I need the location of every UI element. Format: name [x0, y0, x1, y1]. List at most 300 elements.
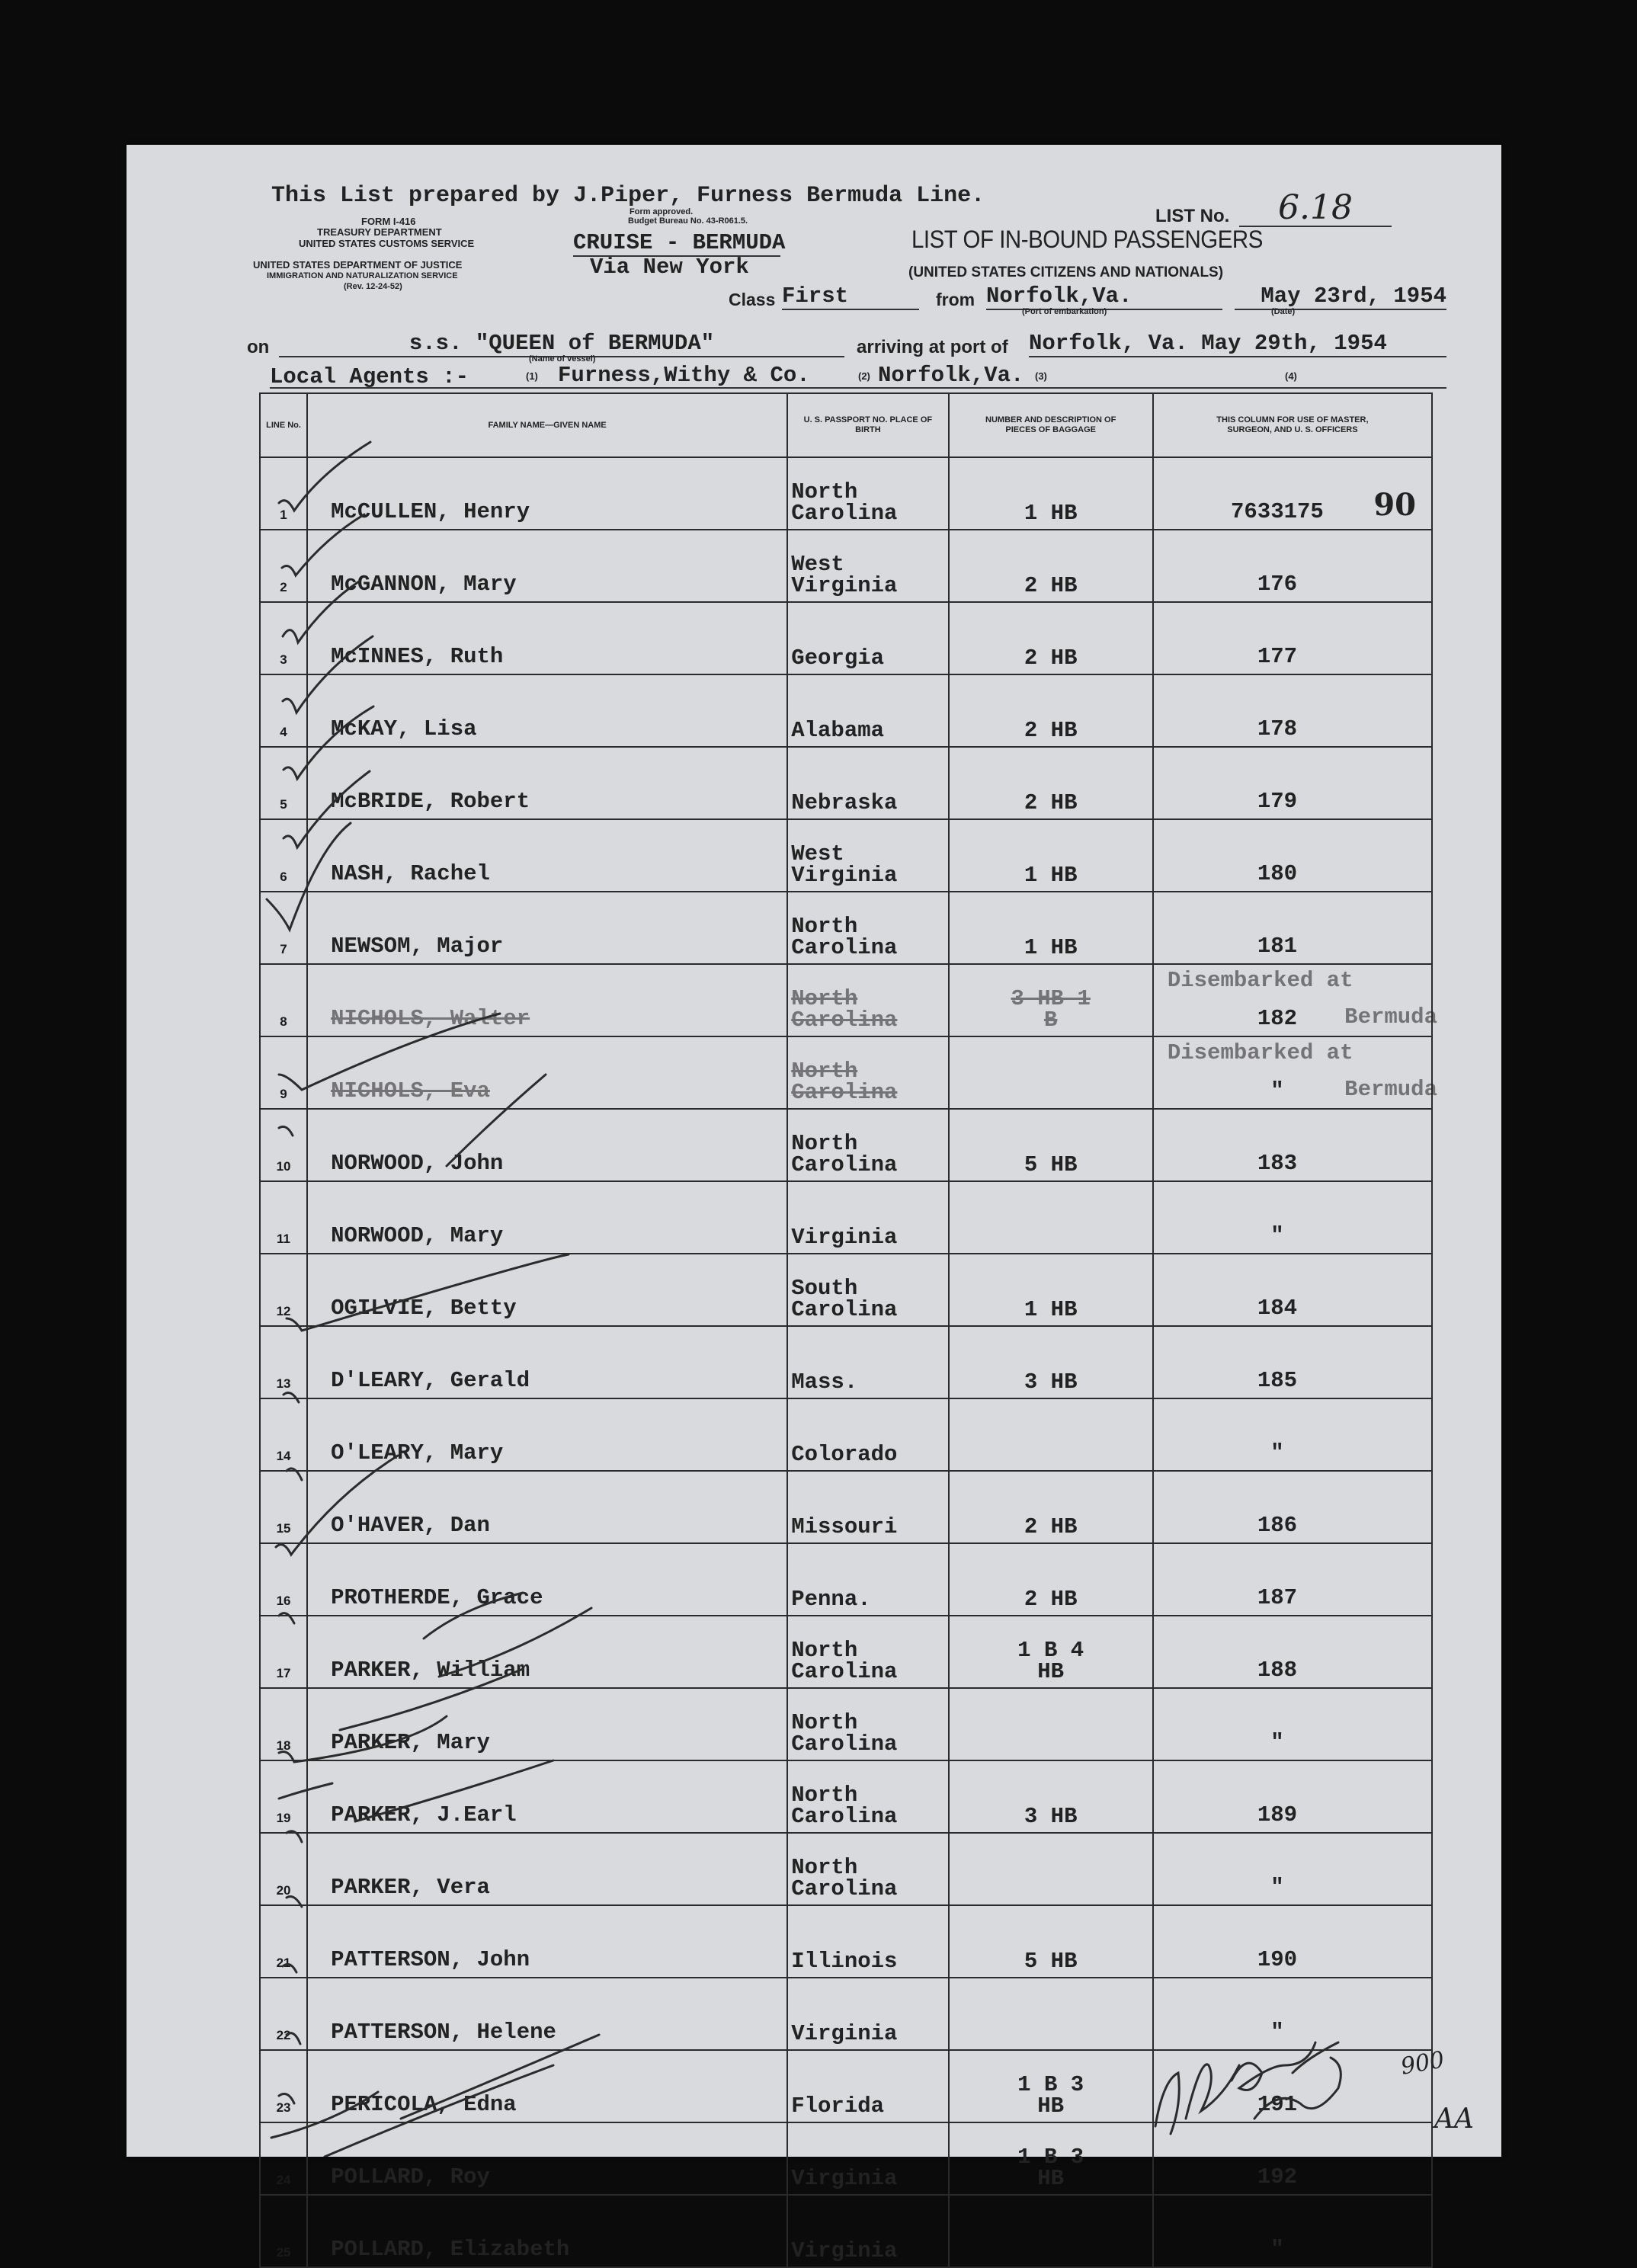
passenger-name-text: O'HAVER, Dan [331, 1513, 490, 1538]
baggage [949, 1616, 1153, 1688]
table-row [260, 1616, 1432, 1688]
officer-column [1153, 964, 1437, 1036]
table-row [260, 1109, 1432, 1181]
line-number-text: 24 [276, 2173, 291, 2187]
table-row [260, 1833, 1432, 1905]
place-of-birth [787, 1760, 948, 1833]
table-row [260, 892, 1432, 964]
table-row [260, 602, 1432, 674]
officer-column [1153, 602, 1432, 674]
place-of-birth-text: North Carolina [791, 1059, 898, 1105]
place-of-birth [787, 1688, 948, 1760]
passenger-name [307, 747, 787, 819]
officer-number: " [1270, 2020, 1284, 2045]
passenger-name [307, 964, 787, 1036]
table-row [260, 747, 1432, 819]
officer-number: 190 [1257, 1947, 1298, 1972]
table-row [260, 1688, 1432, 1760]
line-number [260, 1905, 307, 1978]
place-of-birth-text: South Carolina [791, 1276, 898, 1322]
officer-number: " [1270, 1223, 1284, 1248]
place-of-birth [787, 1254, 948, 1326]
baggage-text: 1 B 3 HB [1017, 2072, 1084, 2119]
baggage-text: 3 HB [1024, 1369, 1078, 1395]
baggage-text: 1 HB [1024, 935, 1078, 960]
place-of-birth-text: Virginia [791, 2021, 898, 2046]
class-label: Class [729, 290, 776, 309]
passenger-name-text: PARKER, Vera [331, 1875, 490, 1900]
officer-number: 179 [1257, 789, 1298, 814]
passenger-name-text: NICHOLS, Eva [331, 1078, 490, 1104]
passenger-name [307, 819, 787, 892]
baggage-text: 2 HB [1024, 790, 1078, 815]
place-of-birth-text: Penna. [791, 1587, 871, 1612]
line-number-text: 8 [280, 1014, 287, 1029]
officer-number: 189 [1257, 1802, 1298, 1828]
place-of-birth [787, 1326, 948, 1398]
officer-number: 185 [1257, 1368, 1298, 1393]
officer-extra: Bermuda [1344, 1004, 1437, 1030]
line-number [260, 1688, 307, 1760]
line-number-text: 23 [276, 2100, 291, 2115]
line-number-text: 1 [280, 508, 287, 522]
baggage [949, 1398, 1153, 1471]
passenger-table [259, 392, 1437, 2268]
baggage [949, 1109, 1153, 1181]
line-number [260, 674, 307, 747]
line-number [260, 1036, 307, 1109]
passenger-name [307, 457, 787, 530]
baggage [949, 819, 1153, 892]
place-of-birth [787, 457, 948, 530]
officer-number: 191 [1257, 2092, 1298, 2117]
passenger-name-text: O'LEARY, Mary [331, 1440, 504, 1466]
place-of-birth-text: Illinois [791, 1949, 898, 1974]
line-number-text: 7 [280, 942, 287, 956]
officer-number: 182 [1257, 1006, 1298, 1031]
passenger-name-text: PATTERSON, John [331, 1947, 530, 1972]
table-row [260, 1254, 1432, 1326]
officer-column [1153, 2122, 1432, 2195]
officer-column [1153, 2050, 1432, 2122]
baggage [949, 1471, 1153, 1543]
officer-number: 187 [1257, 1585, 1298, 1610]
line-number [260, 892, 307, 964]
baggage [949, 1543, 1153, 1616]
passenger-rows [260, 457, 1437, 2267]
place-of-birth-text: Missouri [791, 1514, 898, 1539]
col-passport: U. S. PASSPORT NO. PLACE OF BIRTH [787, 393, 948, 457]
table-row [260, 2122, 1432, 2195]
passenger-name [307, 2050, 787, 2122]
officer-column [1153, 1036, 1437, 1109]
table-row [260, 819, 1432, 892]
col-baggage: NUMBER AND DESCRIPTION OF PIECES OF BAGGAGE [949, 393, 1153, 457]
table-row [260, 1398, 1432, 1471]
col-name: FAMILY NAME—GIVEN NAME [307, 393, 787, 457]
place-of-birth [787, 1616, 948, 1688]
line-number [260, 2050, 307, 2122]
line-number [260, 602, 307, 674]
passenger-name-text: PATTERSON, Helene [331, 2020, 556, 2045]
line-number [260, 1978, 307, 2050]
embarkation-date: May 23rd, 1954 [1235, 284, 1446, 310]
agent-3-number: (3) [1035, 370, 1047, 382]
baggage [949, 892, 1153, 964]
officer-column [1153, 1543, 1432, 1616]
baggage [949, 964, 1153, 1036]
line-number-text: 9 [280, 1087, 287, 1101]
officer-number: 192 [1257, 2164, 1298, 2190]
place-of-birth-text: North Carolina [791, 1131, 898, 1177]
passenger-name-text: NEWSOM, Major [331, 934, 504, 959]
passenger-name-text: NICHOLS, Walter [331, 1006, 530, 1031]
budget-bureau: Budget Bureau No. 43-R061.5. [628, 216, 748, 226]
officer-column [1153, 1978, 1432, 2050]
table-row [260, 1326, 1432, 1398]
place-of-birth [787, 1181, 948, 1254]
handwritten-initials: AA [1434, 2103, 1474, 2135]
line-number-text: 14 [276, 1449, 291, 1463]
passenger-name-text: POLLARD, Elizabeth [331, 2237, 570, 2262]
passenger-name [307, 1905, 787, 1978]
passenger-name [307, 892, 787, 964]
place-of-birth [787, 2050, 948, 2122]
line-number-text: 15 [276, 1521, 291, 1536]
place-of-birth-text: Virginia [791, 2238, 898, 2263]
place-of-birth [787, 1543, 948, 1616]
place-of-birth [787, 674, 948, 747]
agent-2-name: Norfolk,Va. [878, 363, 1024, 388]
prepared-by-line: This List prepared by J.Piper, Furness Bermuda Line. [271, 183, 985, 209]
officer-column [1153, 819, 1432, 892]
baggage [949, 530, 1153, 602]
agent-1-number: (1) [526, 370, 538, 382]
table-row [260, 1543, 1432, 1616]
port-caption: (Port of embarkation) [1022, 307, 1107, 316]
form-approved: Form approved. [629, 207, 694, 216]
baggage-text: 5 HB [1024, 1152, 1078, 1177]
baggage-text: 3 HB 1 B [1011, 986, 1091, 1033]
officer-column [1153, 1326, 1432, 1398]
date-caption: (Date) [1271, 307, 1296, 316]
passenger-name-text: McGANNON, Mary [331, 572, 517, 597]
place-of-birth [787, 530, 948, 602]
officer-number: 7633175 [1231, 499, 1324, 524]
passenger-name [307, 1688, 787, 1760]
manifest-subtitle: (UNITED STATES CITIZENS AND NATIONALS) [908, 264, 1224, 280]
table-row [260, 2050, 1432, 2122]
officer-column [1153, 1398, 1432, 1471]
treasury-department: TREASURY DEPARTMENT [317, 226, 442, 238]
officer-number: 184 [1257, 1296, 1298, 1321]
officer-column [1153, 1616, 1432, 1688]
passenger-name [307, 1109, 787, 1181]
line-number-text: 4 [280, 725, 287, 739]
baggage [949, 1905, 1153, 1978]
baggage-text: 1 B 4 HB [1017, 1638, 1084, 1684]
officer-number: 186 [1257, 1513, 1298, 1538]
line-number-text: 25 [276, 2245, 291, 2260]
officer-number: 180 [1257, 861, 1298, 886]
vessel-caption: (Name of vessel) [529, 354, 596, 364]
vessel-name: s.s. "QUEEN of BERMUDA" [279, 331, 844, 357]
from-label: from [936, 290, 975, 309]
passenger-name [307, 1036, 787, 1109]
agents-rule [270, 387, 1446, 389]
officer-number: " [1270, 1440, 1284, 1466]
baggage [949, 1688, 1153, 1760]
list-number-value: 6.18 [1239, 191, 1392, 227]
officer-column [1153, 1181, 1432, 1254]
place-of-birth [787, 2195, 948, 2267]
line-number [260, 1543, 307, 1616]
officer-number: " [1270, 1730, 1284, 1755]
line-number-text: 13 [276, 1376, 291, 1391]
passenger-name-text: NORWOOD, John [331, 1151, 504, 1176]
passenger-name [307, 1326, 787, 1398]
place-of-birth-text: North Carolina [791, 1710, 898, 1757]
table-row [260, 964, 1432, 1036]
baggage [949, 2195, 1153, 2267]
place-of-birth [787, 747, 948, 819]
passenger-name [307, 674, 787, 747]
baggage [949, 1254, 1153, 1326]
place-of-birth-text: West Virginia [791, 841, 898, 888]
baggage [949, 2050, 1153, 2122]
place-of-birth-text: West Virginia [791, 552, 898, 598]
line-number-text: 19 [276, 1811, 291, 1825]
officer-note: Disembarked at [1167, 968, 1353, 993]
officer-column [1153, 1833, 1432, 1905]
passenger-name-text: McBRIDE, Robert [331, 789, 530, 814]
manifest-title: LIST OF IN-BOUND PASSENGERS [911, 226, 1263, 253]
line-number-text: 16 [276, 1594, 291, 1608]
table-row [260, 1181, 1432, 1254]
handwritten-corner-number: 900 [1398, 2046, 1446, 2081]
baggage-text: 1 HB [1024, 501, 1078, 526]
place-of-birth-text: Virginia [791, 1225, 898, 1250]
line-number-text: 22 [276, 2028, 291, 2042]
line-number [260, 2122, 307, 2195]
baggage [949, 1181, 1153, 1254]
line-number-text: 2 [280, 580, 287, 594]
manifest-page [127, 145, 1501, 2263]
arriving-label: arriving at port of [857, 337, 1008, 357]
officer-number: 183 [1257, 1151, 1298, 1176]
place-of-birth [787, 1109, 948, 1181]
passenger-name-text: PARKER, J.Earl [331, 1802, 517, 1828]
line-number-text: 17 [276, 1666, 291, 1680]
local-agents-label: Local Agents :- [270, 364, 469, 389]
officer-number: 177 [1257, 644, 1298, 669]
col-officers: THIS COLUMN FOR USE OF MASTER, SURGEON, AND U. S. OFFICERS [1153, 393, 1432, 457]
place-of-birth-text: Florida [791, 2093, 885, 2119]
table-row [260, 1978, 1432, 2050]
baggage [949, 1978, 1153, 2050]
passenger-name [307, 1543, 787, 1616]
passenger-name [307, 1398, 787, 1471]
place-of-birth-text: Georgia [791, 645, 885, 671]
place-of-birth [787, 892, 948, 964]
line-number [260, 1109, 307, 1181]
line-number-text: 11 [277, 1232, 291, 1246]
officer-number: 176 [1257, 572, 1298, 597]
line-number [260, 747, 307, 819]
passenger-name [307, 1760, 787, 1833]
agent-1-name: Furness,Withy & Co. [558, 363, 810, 388]
line-number-text: 12 [276, 1304, 291, 1318]
line-number [260, 530, 307, 602]
table-row [260, 457, 1432, 530]
passenger-name [307, 1254, 787, 1326]
class-value: First [782, 284, 919, 310]
place-of-birth [787, 1398, 948, 1471]
table-row [260, 2195, 1432, 2267]
passenger-name [307, 1181, 787, 1254]
line-number-text: 20 [276, 1883, 291, 1898]
passenger-name [307, 530, 787, 602]
passenger-name [307, 1978, 787, 2050]
line-number [260, 1760, 307, 1833]
baggage-text: 2 HB [1024, 1514, 1078, 1539]
line-number [260, 1833, 307, 1905]
baggage-text: 1 B 3 HB [1017, 2145, 1084, 2191]
line-number [260, 1471, 307, 1543]
baggage [949, 2122, 1153, 2195]
officer-column [1153, 1254, 1432, 1326]
passenger-name [307, 602, 787, 674]
baggage [949, 674, 1153, 747]
place-of-birth [787, 1978, 948, 2050]
passenger-name-text: PERICOLA, Edna [331, 2092, 517, 2117]
line-number [260, 2195, 307, 2267]
place-of-birth [787, 602, 948, 674]
passenger-name [307, 2195, 787, 2267]
baggage-text: 5 HB [1024, 1949, 1078, 1974]
line-number [260, 1326, 307, 1398]
officer-column [1153, 1109, 1432, 1181]
immigration-service: IMMIGRATION AND NATURALIZATION SERVICE [267, 271, 458, 280]
baggage [949, 1833, 1153, 1905]
via-route: Via New York [590, 255, 749, 280]
passenger-name-text: D'LEARY, Gerald [331, 1368, 530, 1393]
line-number-text: 5 [280, 797, 287, 812]
baggage-text: 2 HB [1024, 645, 1078, 671]
table-row [260, 1905, 1432, 1978]
officer-extra: 90 [1373, 487, 1416, 523]
passenger-name-text: NORWOOD, Mary [331, 1223, 504, 1248]
officer-column [1153, 457, 1432, 530]
line-number [260, 1181, 307, 1254]
table-row [260, 530, 1432, 602]
place-of-birth-text: Nebraska [791, 790, 898, 815]
passenger-name [307, 2122, 787, 2195]
agent-2-number: (2) [858, 370, 870, 382]
baggage [949, 602, 1153, 674]
line-number-text: 10 [276, 1159, 291, 1174]
place-of-birth-text: Virginia [791, 2166, 898, 2191]
passenger-name-text: OGILVIE, Betty [331, 1296, 517, 1321]
customs-service: UNITED STATES CUSTOMS SERVICE [299, 238, 475, 249]
place-of-birth-text: Colorado [791, 1442, 898, 1467]
list-number-label: LIST No. [1155, 206, 1230, 226]
line-number-text: 21 [276, 1956, 291, 1970]
officer-note: Disembarked at [1167, 1040, 1353, 1065]
passenger-name-text: McCULLEN, Henry [331, 499, 530, 524]
officer-column [1153, 1688, 1432, 1760]
agent-4-number: (4) [1285, 370, 1297, 382]
place-of-birth-text: Mass. [791, 1369, 858, 1395]
passenger-name [307, 1833, 787, 1905]
passenger-name-text: POLLARD, Roy [331, 2164, 490, 2190]
passenger-name [307, 1471, 787, 1543]
place-of-birth-text: North Carolina [791, 1638, 898, 1684]
place-of-birth [787, 2122, 948, 2195]
col-line-no: LINE No. [260, 393, 307, 457]
on-label: on [247, 337, 270, 357]
baggage [949, 1036, 1153, 1109]
port-of-embarkation: Norfolk,Va. [986, 284, 1222, 310]
passenger-name-text: PARKER, William [331, 1658, 530, 1683]
line-number-text: 6 [280, 870, 287, 884]
line-number [260, 819, 307, 892]
line-number-text: 3 [280, 652, 287, 667]
line-number-text: 18 [276, 1738, 291, 1753]
officer-column [1153, 1905, 1432, 1978]
officer-extra: Bermuda [1344, 1077, 1437, 1102]
place-of-birth [787, 819, 948, 892]
form-revision: (Rev. 12-24-52) [344, 282, 402, 291]
line-number [260, 1398, 307, 1471]
baggage-text: 2 HB [1024, 718, 1078, 743]
place-of-birth [787, 1833, 948, 1905]
passenger-name-text: McKAY, Lisa [331, 716, 477, 742]
officer-column [1153, 1760, 1432, 1833]
place-of-birth-text: North Carolina [791, 914, 898, 960]
baggage [949, 1326, 1153, 1398]
place-of-birth [787, 964, 948, 1036]
line-number [260, 964, 307, 1036]
place-of-birth [787, 1036, 948, 1109]
baggage-text: 2 HB [1024, 573, 1078, 598]
officer-number: 188 [1257, 1658, 1298, 1683]
table-row [260, 1760, 1432, 1833]
officer-column [1153, 892, 1432, 964]
place-of-birth-text: North Carolina [791, 1783, 898, 1829]
officer-number: " [1270, 1078, 1284, 1104]
officer-number: 181 [1257, 934, 1298, 959]
baggage-text: 1 HB [1024, 863, 1078, 888]
officer-column [1153, 2195, 1432, 2267]
officer-column [1153, 747, 1432, 819]
table-row [260, 674, 1432, 747]
passenger-name [307, 1616, 787, 1688]
passenger-name-text: NASH, Rachel [331, 861, 490, 886]
officer-number: " [1270, 2237, 1284, 2262]
baggage-text: 3 HB [1024, 1804, 1078, 1829]
officer-number: 178 [1257, 716, 1298, 742]
passenger-name-text: PARKER, Mary [331, 1730, 490, 1755]
baggage-text: 1 HB [1024, 1297, 1078, 1322]
line-number [260, 1254, 307, 1326]
arrival-port-date: Norfolk, Va. May 29th, 1954 [1029, 331, 1446, 357]
officer-column [1153, 1471, 1432, 1543]
place-of-birth-text: North Carolina [791, 1855, 898, 1901]
baggage [949, 1760, 1153, 1833]
line-number [260, 1616, 307, 1688]
table-row [260, 1471, 1432, 1543]
